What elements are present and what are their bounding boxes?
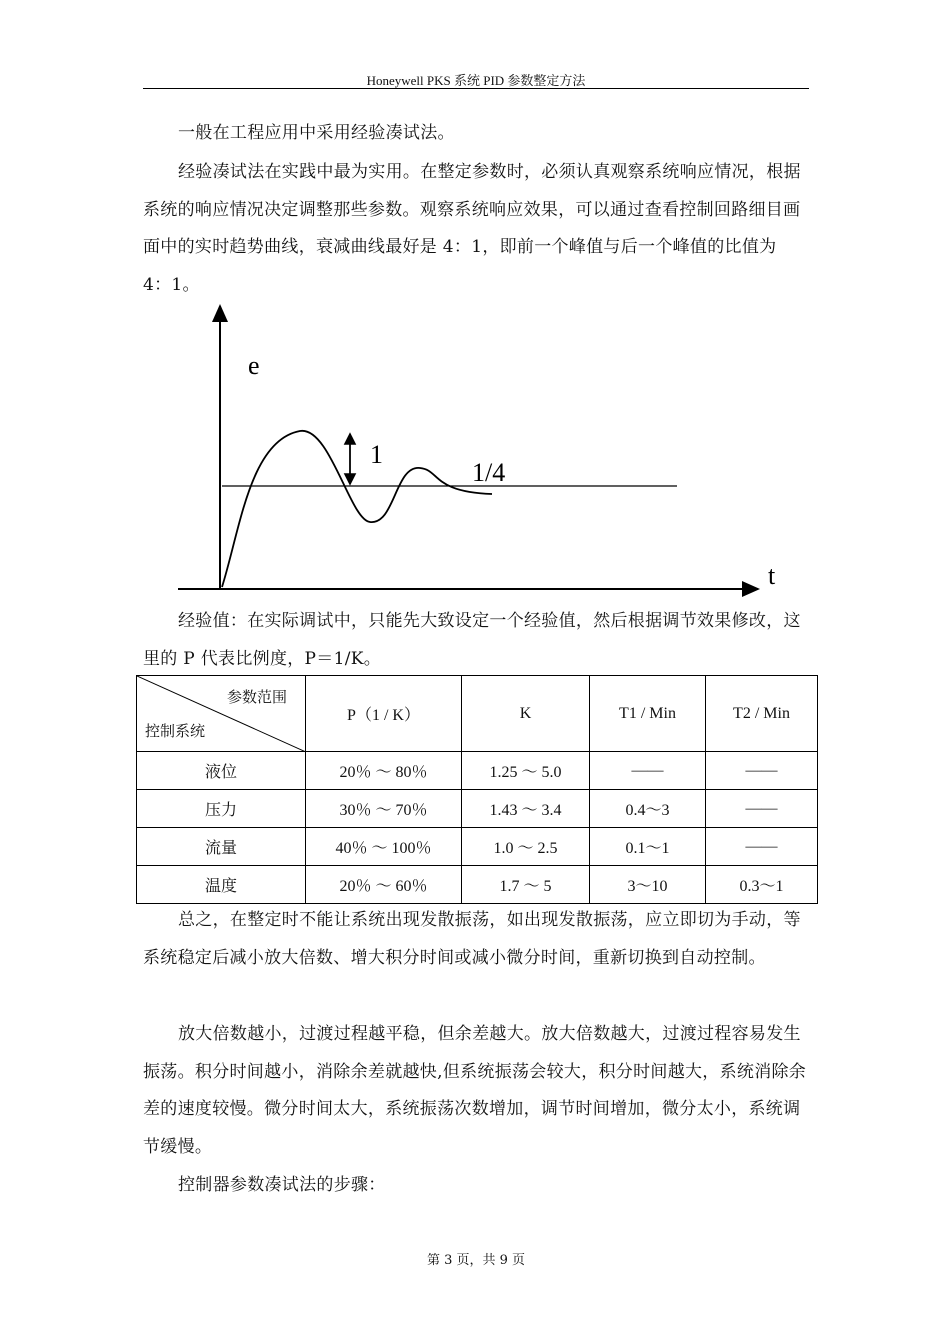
paragraph-trial-method: 经验凑试法在实践中最为实用。在整定参数时，必须认真观察系统响应情况，根据系统的响应情况决定调整那些参数。观察系统响应效果，可以通过查看控制回路细目画面中的实时趋势曲线，衰减曲线最好是 4：1，即前一个峰值与后一个峰值的比值为 4：1。 [143,162,801,295]
y-axis-label: e [248,351,260,380]
system-cell: 液位 [137,752,306,790]
response-curve [222,431,492,587]
paragraph-empirical-values: 经验值：在实际调试中，只能先大致设定一个经验值，然后根据调节效果修改，这里的 P 代表比例度，P＝1/K。 [143,611,801,669]
t2-cell: 0.3～1 [706,866,818,904]
decay-curve-figure [170,300,790,600]
p-cell: 20％ ～ 80％ [306,752,462,790]
table-row [137,790,818,828]
paragraph-intro: 一般在工程应用中采用经验凑试法。 [178,123,455,143]
first-peak-label: 1 [370,440,383,469]
t1-cell: —— [590,752,706,790]
table-header-row [137,676,818,752]
system-cell: 压力 [137,790,306,828]
column-header: K [462,676,590,752]
column-header: T2 / Min [706,676,818,752]
t1-cell: 0.4～3 [590,790,706,828]
header-rule [143,88,809,89]
system-cell: 温度 [137,866,306,904]
x-axis-label: t [768,561,776,590]
k-cell: 1.43 ～ 3.4 [462,790,590,828]
p-cell: 40％ ～ 100％ [306,828,462,866]
k-cell: 1.0 ～ 2.5 [462,828,590,866]
t2-cell: —— [706,790,818,828]
corner-bottom-label: 控制系统 [145,722,206,740]
column-header: P（1 / K） [306,676,462,752]
k-cell: 1.7 ～ 5 [462,866,590,904]
t2-cell: —— [706,828,818,866]
table-corner-cell [137,676,306,752]
table-row [137,752,818,790]
t2-cell: —— [706,752,818,790]
table-row [137,828,818,866]
paragraph-steps-heading: 控制器参数凑试法的步骤： [178,1175,386,1195]
paragraph-summary: 总之，在整定时不能让系统出现发散振荡，如出现发散振荡，应立即切为手动，等系统稳定后减小放大倍数、增大积分时间或减小微分时间，重新切换到自动控制。 [143,910,801,968]
system-cell: 流量 [137,828,306,866]
page-header: Honeywell PKS 系统 PID 参数整定方法 [366,73,586,88]
p-cell: 30％ ～ 70％ [306,790,462,828]
second-peak-label: 1/4 [472,458,506,487]
paragraph-gain-effects: 放大倍数越小，过渡过程越平稳，但余差越大。放大倍数越大，过渡过程容易发生振荡。积分时间越小，消除余差就越快,但系统振荡会较大，积分时间越大，系统消除余差的速度较慢。微分时间太大，系统振荡次数增加，调节时间增加，微分太小，系统调节缓慢。 [143,1024,807,1157]
k-cell: 1.25 ～ 5.0 [462,752,590,790]
corner-top-label: 参数范围 [226,688,287,706]
t1-cell: 0.1～1 [590,828,706,866]
page-footer: 第 3 页，共 9 页 [426,1253,526,1268]
pid-parameter-table [136,675,818,904]
table-row [137,866,818,904]
t1-cell: 3～10 [590,866,706,904]
p-cell: 20％ ～ 60％ [306,866,462,904]
column-header: T1 / Min [590,676,706,752]
